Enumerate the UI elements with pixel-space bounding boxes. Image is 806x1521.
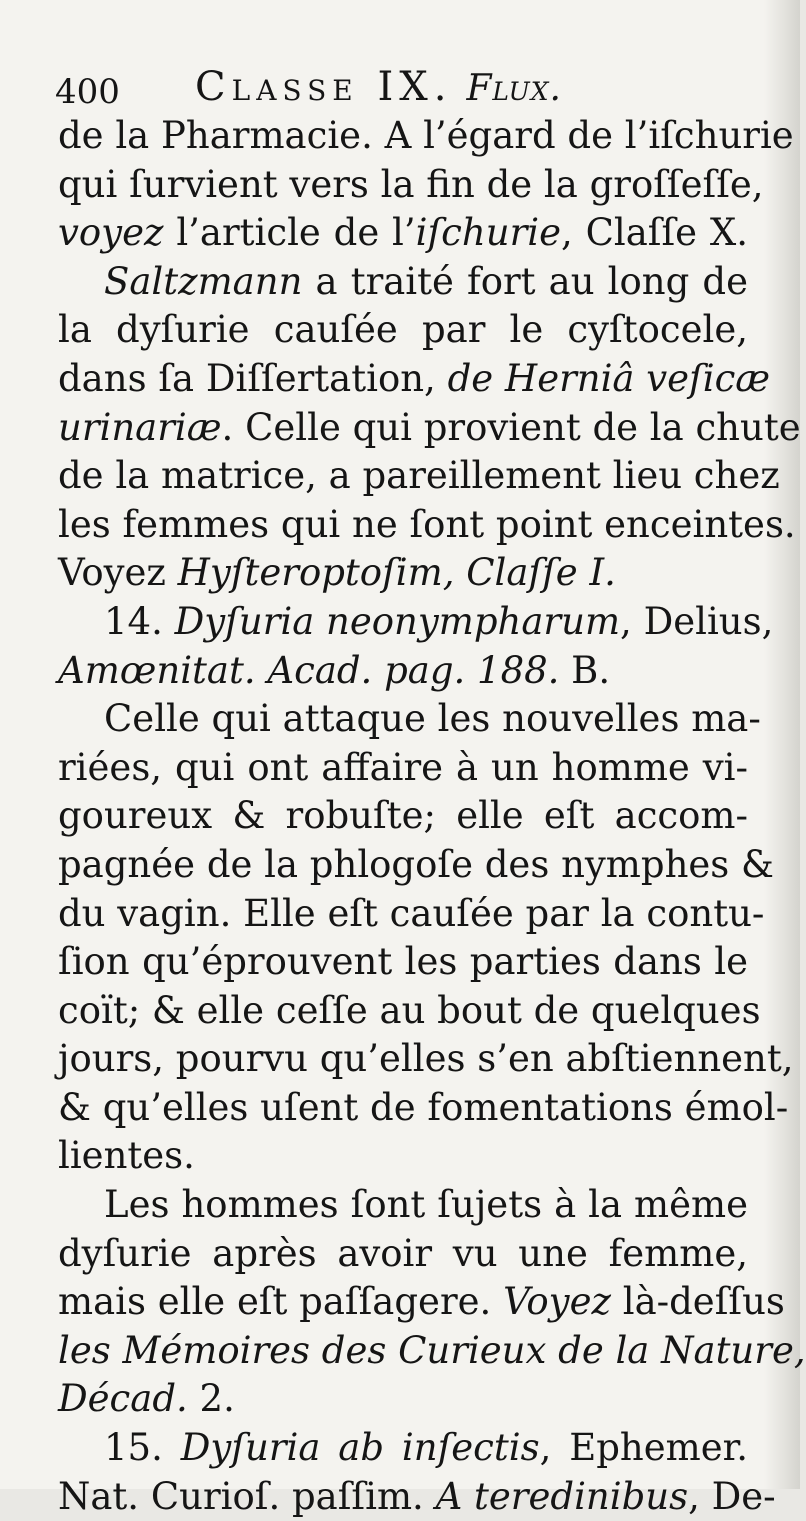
text-line <box>58 258 748 307</box>
page-number: 400 <box>55 72 120 112</box>
roman-text: , Ephemer. <box>539 1426 749 1470</box>
roman-text: jours, pourvu qu’elles s’en abſtiennent, <box>58 1037 794 1081</box>
roman-text: l’article de l’ <box>163 211 416 255</box>
roman-text: qui ſurvient vers la fin de la groſſeſſe, <box>58 162 764 206</box>
text-line <box>58 1084 789 1133</box>
text-line <box>58 1424 748 1473</box>
running-title-abbr: Flux. <box>466 68 562 109</box>
text-line <box>58 1132 748 1181</box>
roman-text: B. <box>559 648 611 692</box>
text-line <box>58 938 748 987</box>
text-line <box>58 1181 748 1230</box>
text-line <box>58 1375 748 1424</box>
roman-text: Voyez <box>58 551 178 595</box>
italic-text: A teredinibus <box>435 1474 689 1518</box>
italic-text: urinariæ <box>58 405 222 449</box>
roman-text: les femmes qui ne ſont point enceintes. <box>58 502 796 546</box>
roman-text: riées, qui ont affaire à un homme vi- <box>58 745 748 789</box>
text-line <box>58 112 794 161</box>
roman-text: 15. <box>104 1426 181 1470</box>
italic-text: Dyſuria neonympharum <box>174 599 621 643</box>
roman-text: Celle qui attaque les nouvelles ma- <box>104 697 761 741</box>
text-line <box>58 404 801 453</box>
running-title-main: Classe IX. <box>195 64 453 110</box>
text-line <box>58 792 748 841</box>
italic-text: Voyez <box>503 1280 611 1324</box>
text-line <box>58 890 765 939</box>
roman-text: dyſurie après avoir vu une femme, <box>58 1231 748 1275</box>
roman-text: du vagin. Elle eſt cauſée par la contu- <box>58 891 765 935</box>
text-line <box>58 1230 748 1279</box>
roman-text: . Celle qui provient de la chute <box>221 405 801 449</box>
roman-text: 14. <box>104 599 175 643</box>
italic-text: Dyſuria ab inſectis <box>180 1426 540 1470</box>
text-line <box>58 841 774 890</box>
roman-text: là-deſſus <box>610 1280 785 1324</box>
text-line <box>58 987 761 1036</box>
running-header <box>55 58 755 112</box>
italic-text: de Herniâ veſicæ <box>447 356 771 400</box>
text-line <box>58 598 774 647</box>
text-line <box>58 1035 794 1084</box>
text-line <box>58 647 748 696</box>
roman-text: , De- <box>688 1474 776 1518</box>
italic-text: Amœnitat. Acad. pag. 188. <box>58 648 560 692</box>
roman-text: mais elle eſt paſſagere. <box>58 1280 504 1324</box>
roman-text: de la Pharmacie. A l’égard de l’iſchurie <box>58 114 794 157</box>
roman-text: lientes. <box>58 1134 195 1178</box>
roman-text: Les hommes ſont ſujets à la même <box>104 1183 748 1227</box>
roman-text: ſion qu’éprouvent les parties dans le <box>58 940 748 984</box>
italic-text: iſchurie <box>415 211 561 255</box>
text-line <box>58 355 771 404</box>
roman-text: pagnée de la phlogoſe des nymphes & <box>58 842 774 886</box>
roman-text: & qu’elles uſent de fomentations émol- <box>58 1085 789 1129</box>
roman-text: goureux & robuſte; elle eſt accom- <box>58 794 748 838</box>
text-line <box>58 501 796 550</box>
italic-text: les Mémoires des Curieux de la Nature, <box>58 1328 806 1372</box>
italic-text: Décad. <box>58 1377 188 1421</box>
page-edge-shadow <box>764 0 800 1489</box>
roman-text: coït; & elle ceſſe au bout de quelques <box>58 988 761 1032</box>
text-line <box>58 744 748 793</box>
text-line <box>58 1473 776 1521</box>
text-line <box>58 209 748 258</box>
roman-text: , Claſſe X. <box>560 211 748 255</box>
roman-text: 2. <box>187 1377 235 1421</box>
text-line <box>58 1278 785 1327</box>
text-line <box>58 452 780 501</box>
italic-text: Hyſteroptoſim, Claſſe I. <box>177 551 616 595</box>
roman-text: la dyſurie cauſée par le cyſtocele, <box>58 308 748 352</box>
text-line <box>58 695 761 744</box>
text-line <box>58 549 748 598</box>
roman-text: Nat. Curioſ. paſſim. <box>58 1474 436 1518</box>
text-line <box>58 1327 806 1376</box>
italic-text: voyez <box>58 211 164 255</box>
roman-text: a traité fort au long de <box>302 259 748 303</box>
text-line <box>58 306 748 355</box>
roman-text: de la matrice, a pareillement lieu chez <box>58 454 780 498</box>
roman-text: dans ſa Diſſertation, <box>58 356 448 400</box>
roman-text: , Delius, <box>620 599 774 643</box>
body-text <box>58 112 806 1521</box>
running-title <box>195 64 562 110</box>
italic-text: Saltzmann <box>104 259 303 303</box>
text-line <box>58 161 764 210</box>
